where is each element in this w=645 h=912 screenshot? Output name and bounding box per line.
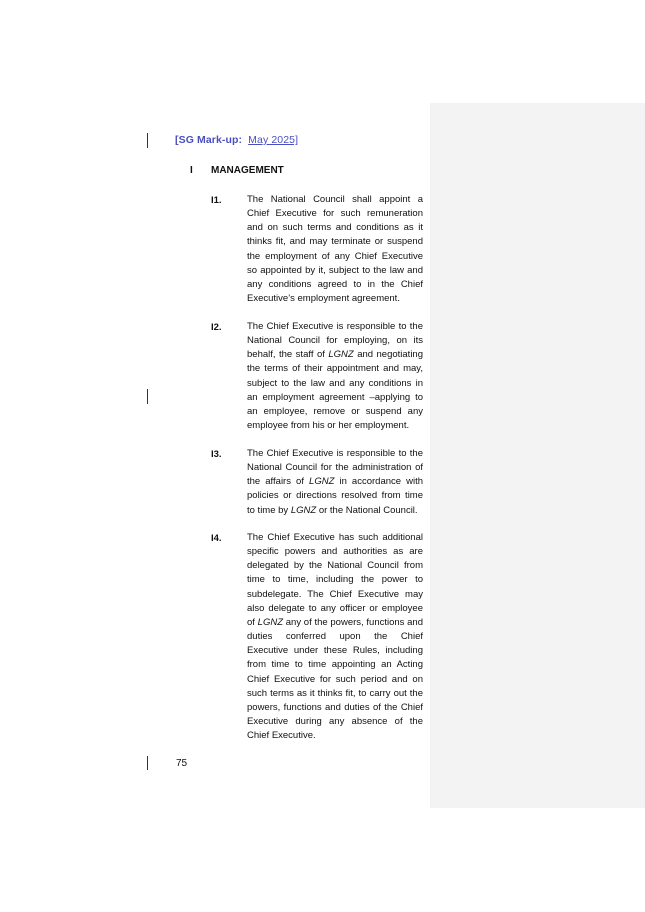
change-bar-clause-i2 bbox=[147, 389, 148, 404]
clause-text bbox=[247, 447, 423, 518]
clause-italic-term: LGNZ bbox=[257, 616, 284, 628]
section-title: MANAGEMENT bbox=[211, 165, 284, 176]
clause-text bbox=[247, 531, 423, 743]
markup-date: May 2025] bbox=[248, 134, 299, 146]
markup-header bbox=[175, 134, 298, 146]
change-bar-page-number bbox=[147, 756, 148, 770]
clause-number: I4. bbox=[211, 533, 222, 544]
clause-text-part: or the National Council. bbox=[318, 504, 418, 516]
clause-number: I2. bbox=[211, 322, 222, 333]
clause-text-part: The Chief Executive is responsible to the National Council for employing, on its behalf, the staff of bbox=[247, 321, 423, 361]
page-number: 75 bbox=[176, 758, 188, 769]
change-bar-markup bbox=[147, 133, 148, 148]
markup-label: [SG Mark-up: bbox=[175, 134, 243, 146]
section-letter: I bbox=[190, 165, 193, 176]
clause-text-part: The Chief Executive is responsible to the National Council for the administration of the affairs of bbox=[247, 448, 423, 488]
clause-text-part: any of the powers, functions and duties conferred upon the Chief Executive under these Rules, including from time to time appointing an Acting Chief Executive for such period and on such terms as it thinks fit, to carry out the powers, functions and duties of the Chief Executive during any absence of the Chief Executive. bbox=[247, 616, 423, 742]
clause-text-part: The Chief Executive has such additional specific powers and authorities as are delegated by the National Council from time to time, including the power to subdelegate. The Chief Executive may also delegate to any officer or employee of bbox=[247, 532, 423, 628]
clause-number: I1. bbox=[211, 195, 222, 206]
clause-italic-term: LGNZ bbox=[328, 349, 354, 361]
clause-number: I3. bbox=[211, 449, 222, 460]
clause-text bbox=[247, 320, 423, 433]
comment-pane bbox=[430, 103, 645, 808]
clause-text bbox=[247, 193, 423, 306]
clause-italic-term: LGNZ bbox=[309, 476, 335, 488]
clause-text-part: in accordance with policies or directions resolved from time to time by bbox=[247, 476, 424, 516]
clause-italic-term: LGNZ bbox=[290, 504, 317, 516]
clause-text-part: and negotiating the terms of their appointment and may, subject to the law and any conditions in an employment agreement –applying to an employee, remove or suspend any employee from his or her employment. bbox=[247, 349, 423, 432]
clause-text-part: The National Council shall appoint a Chief Executive for such remuneration and on such terms and conditions as it thinks fit, and may terminate or suspend the employment of any Chief Executive so appointed by it, subject to the law and any conditions agreed to in the Chief Executive’s employment agreement. bbox=[247, 194, 423, 305]
